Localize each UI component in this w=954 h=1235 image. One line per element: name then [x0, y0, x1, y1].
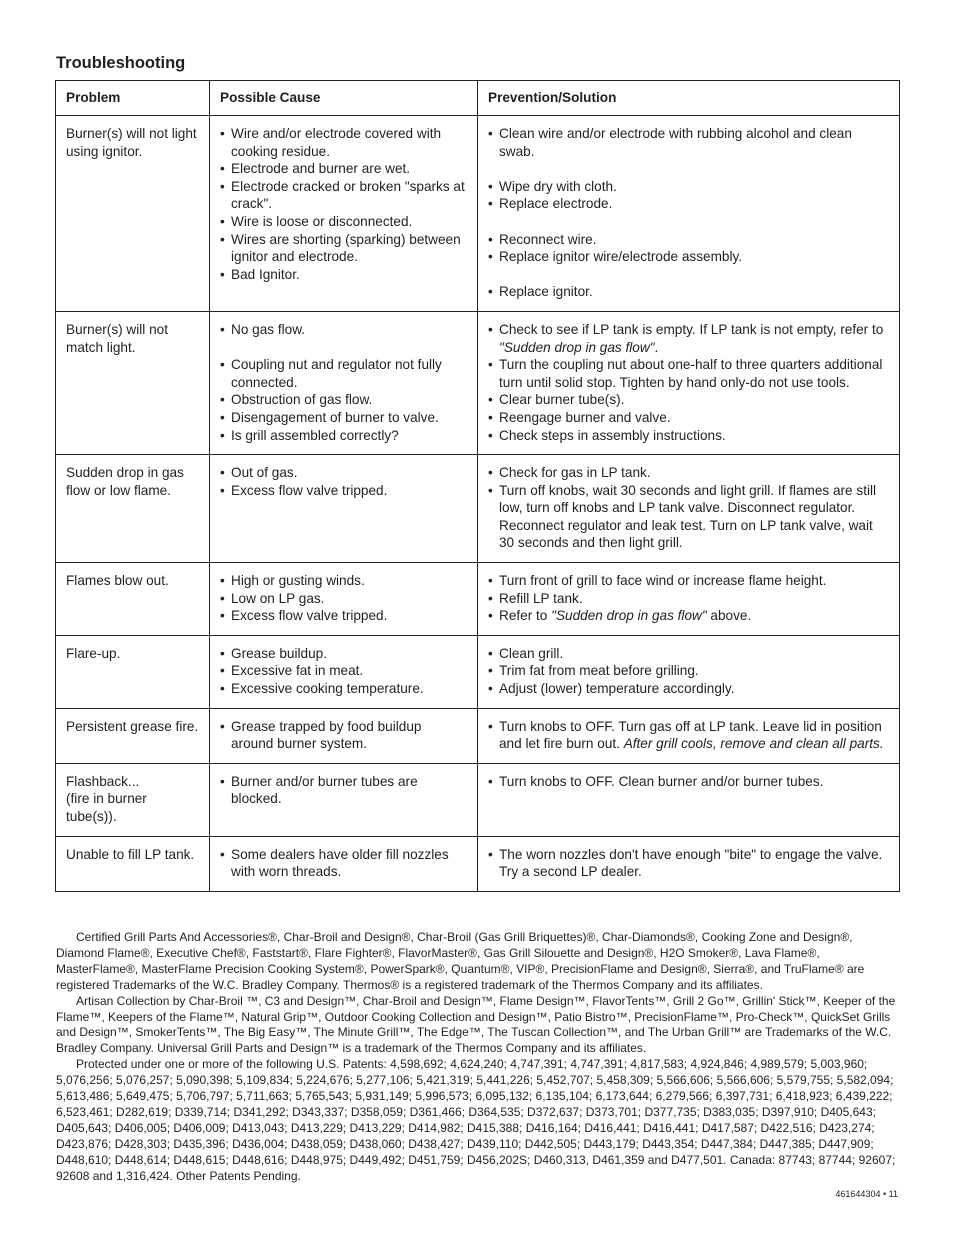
solution-item: • Clean grill. [488, 645, 889, 663]
solution-item: • Check for gas in LP tank. [488, 464, 889, 482]
solution-item: • Replace ignitor wire/electrode assembly. [488, 248, 889, 266]
trademarks-paragraph: Artisan Collection by Char-Broil ™, C3 and Design™, Char-Broil and Design™, Flame Design™, FlavorTents™, Grill 2 Go™, Grillin' Stick™, Keeper of the Flame™, Keepers of the Flame™, Natural Grip™, Outdoor Cooking Collection and Design™, Patio Bistro™, PrecisionFlame™, Pro-Check™, QuickSet Grills and Design™, SmokerTents™, The Big Easy™, The Minute Grill™, The Edge™, The Tuscan Collection™, and The Urban Grill™ are Trademarks of the W.C. Bradley Company. Universal Grill Parts and Design™ is a trademark of the Thermos Company and its affiliates. [56, 993, 896, 1056]
cause-item: • No gas flow. [220, 321, 467, 339]
cause-item: • Grease buildup. [220, 645, 467, 663]
table-row [56, 763, 900, 836]
cause-item: • Coupling nut and regulator not fully connected. [220, 356, 467, 391]
table-row [56, 836, 900, 891]
solution-cell [478, 563, 900, 636]
solution-item: • Reengage burner and valve. [488, 409, 889, 427]
solution-cell [478, 455, 900, 563]
header-prevention-solution: Prevention/Solution [478, 81, 900, 116]
problem-cell: Persistent grease fire. [56, 708, 210, 763]
cause-cell [210, 708, 478, 763]
problem-cell: Flare-up. [56, 635, 210, 708]
cause-item: • Obstruction of gas flow. [220, 391, 467, 409]
cause-cell [210, 311, 478, 454]
header-possible-cause: Possible Cause [210, 81, 478, 116]
cause-item: • Low on LP gas. [220, 590, 467, 608]
solution-cell [478, 311, 900, 454]
page-number: 11 [888, 1189, 898, 1199]
solution-item: • The worn nozzles don't have enough "bite" to engage the valve. Try a second LP dealer. [488, 846, 889, 881]
cause-item: • Disengagement of burner to valve. [220, 409, 467, 427]
cause-cell [210, 455, 478, 563]
cause-item: • Wire and/or electrode covered with cooking residue. [220, 125, 467, 160]
cause-item: • Excessive cooking temperature. [220, 680, 467, 698]
problem-cell: Flames blow out. [56, 563, 210, 636]
solution-item: • Wipe dry with cloth. [488, 178, 889, 196]
problem-cell: Burner(s) will not match light. [56, 311, 210, 454]
document-number: 461644304 [835, 1189, 881, 1199]
cause-item: • Electrode and burner are wet. [220, 160, 467, 178]
cause-item: • Grease trapped by food buildup around burner system. [220, 718, 467, 753]
cause-item: • Out of gas. [220, 464, 467, 482]
solution-item: • Turn off knobs, wait 30 seconds and light grill. If flames are still low, turn off knobs and LP tank valve. Disconnect regulator. Reconnect regulator and leak test. Turn on LP tank valve, wait 30 seconds and then light grill. [488, 482, 889, 552]
cause-cell [210, 763, 478, 836]
solution-item: • Replace ignitor. [488, 283, 889, 301]
cause-item: • Bad Ignitor. [220, 266, 467, 284]
cross-reference: "Sudden drop in gas flow" [499, 339, 655, 355]
cause-item: • Burner and/or burner tubes are blocked. [220, 773, 467, 808]
problem-cell: Flashback... (fire in burner tube(s)). [56, 763, 210, 836]
table-row [56, 635, 900, 708]
solution-item: • Turn knobs to OFF. Clean burner and/or burner tubes. [488, 773, 889, 791]
solution-cell [478, 708, 900, 763]
page-title: Troubleshooting [56, 54, 186, 72]
cause-cell [210, 635, 478, 708]
cause-item: • Some dealers have older fill nozzles with worn threads. [220, 846, 467, 881]
cause-cell [210, 836, 478, 891]
solution-item: • Adjust (lower) temperature accordingly. [488, 680, 889, 698]
solution-item: • Refill LP tank. [488, 590, 889, 608]
table-row [56, 311, 900, 454]
cause-item: • Wires are shorting (sparking) between ignitor and electrode. [220, 231, 467, 266]
cause-cell [210, 116, 478, 312]
registered-trademarks-paragraph: Certified Grill Parts And Accessories®, Char-Broil and Design®, Char-Broil (Gas Grill Briquettes)®, Char-Diamonds®, Cooking Zone and Design®, Diamond Flame®, Executive Chef®, Faststart®, Flare Fighter®, FlavorMaster®, Gas Grill Silouette and Design®, H2O Smoker®, Lava Flame®, MasterFlame®, MasterFlame Precision Cooking System®, PowerSpark®, Quantum®, VIP®, PrecisionFlame and Design®, Sierra®, and TruFlame® are registered Trademarks of the W.C. Bradley Company. Thermos® is a registered trademark of the Thermos Company and its affiliates. [56, 930, 865, 992]
table-row [56, 708, 900, 763]
patents-paragraph: Protected under one or more of the following U.S. Patents: 4,598,692; 4,624,240; 4,747,391; 4,747,391; 4,817,583; 4,924,846; 4,989,579; 5,003,960; 5,076,256; 5,076,257; 5,090,398; 5,109,834; 5,224,676; 5,277,106; 5,421,319; 5,441,226; 5,452,707; 5,458,309; 5,566,606; 5,566,606; 5,579,755; 5,582,094; 5,613,486; 5,649,475; 5,706,797; 5,711,663; 5,765,543; 5,931,149; 5,996,573; 6,095,132; 6,135,104; 6,173,644; 6,279,566; 6,397,731; 6,418,923; 6,439,222; 6,523,461; D282,619; D339,714; D341,292; D343,337; D358,059; D361,466; D364,535; D372,637; D373,701; D377,735; D383,035; D397,910; D405,643; D405,643; D406,005; D406,009; D413,043; D413,229; D413,229; D414,982; D415,388; D416,164; D416,441; D416,441; D417,587; D422,516; D423,274; D423,876; D428,303; D435,396; D436,004; D438,059; D438,060; D438,427; D439,110; D442,505; D443,179; D443,354; D447,384; D447,385; D447,909; D448,610; D448,614; D448,615; D448,616; D448,975; D449,492; D451,759; D456,202S; D460,313, D461,359 and D477,501. Canada: 87743; 87744; 92607; 92608 and 1,316,424. Other Patents Pending. [56, 1057, 896, 1183]
cause-cell [210, 563, 478, 636]
cause-item: • Electrode cracked or broken "sparks at crack". [220, 178, 467, 213]
solution-item: • Clean wire and/or electrode with rubbing alcohol and clean swab. [488, 125, 889, 160]
solution-cell [478, 836, 900, 891]
cause-item: • Excess flow valve tripped. [220, 607, 467, 625]
solution-item: • Replace electrode. [488, 195, 889, 213]
solution-cell [478, 635, 900, 708]
footer-separator: • [882, 1189, 887, 1199]
solution-item: • Check to see if LP tank is empty. If LP tank is not empty, refer to "Sudden drop in gas flow". [488, 321, 889, 356]
solution-item: • Trim fat from meat before grilling. [488, 662, 889, 680]
cause-item: • Excess flow valve tripped. [220, 482, 467, 500]
solution-item: • Clear burner tube(s). [488, 391, 889, 409]
solution-item: • Check steps in assembly instructions. [488, 427, 889, 445]
cause-item: • Excessive fat in meat. [220, 662, 467, 680]
legal-notice [56, 930, 899, 1185]
table-row [56, 455, 900, 563]
table-row [56, 563, 900, 636]
problem-cell: Unable to fill LP tank. [56, 836, 210, 891]
table-row [56, 116, 900, 312]
cause-item: • Is grill assembled correctly? [220, 427, 467, 445]
page-footer [835, 1189, 898, 1199]
problem-cell: Burner(s) will not light using ignitor. [56, 116, 210, 312]
troubleshooting-table [55, 80, 900, 892]
header-problem: Problem [56, 81, 210, 116]
solution-cell [478, 116, 900, 312]
solution-item: • Refer to "Sudden drop in gas flow" above. [488, 607, 889, 625]
solution-item: • Reconnect wire. [488, 231, 889, 249]
solution-item: • Turn front of grill to face wind or increase flame height. [488, 572, 889, 590]
cause-item: • High or gusting winds. [220, 572, 467, 590]
solution-item: • Turn knobs to OFF. Turn gas off at LP tank. Leave lid in position and let fire burn out. After grill cools, remove and clean all parts. [488, 718, 889, 753]
problem-cell: Sudden drop in gas flow or low flame. [56, 455, 210, 563]
cross-reference: "Sudden drop in gas flow" [551, 608, 707, 624]
solution-item: • Turn the coupling nut about one-half to three quarters additional turn until solid stop. Tighten by hand only-do not use tools. [488, 356, 889, 391]
table-header-row [56, 81, 900, 116]
cause-item: • Wire is loose or disconnected. [220, 213, 467, 231]
solution-cell [478, 763, 900, 836]
